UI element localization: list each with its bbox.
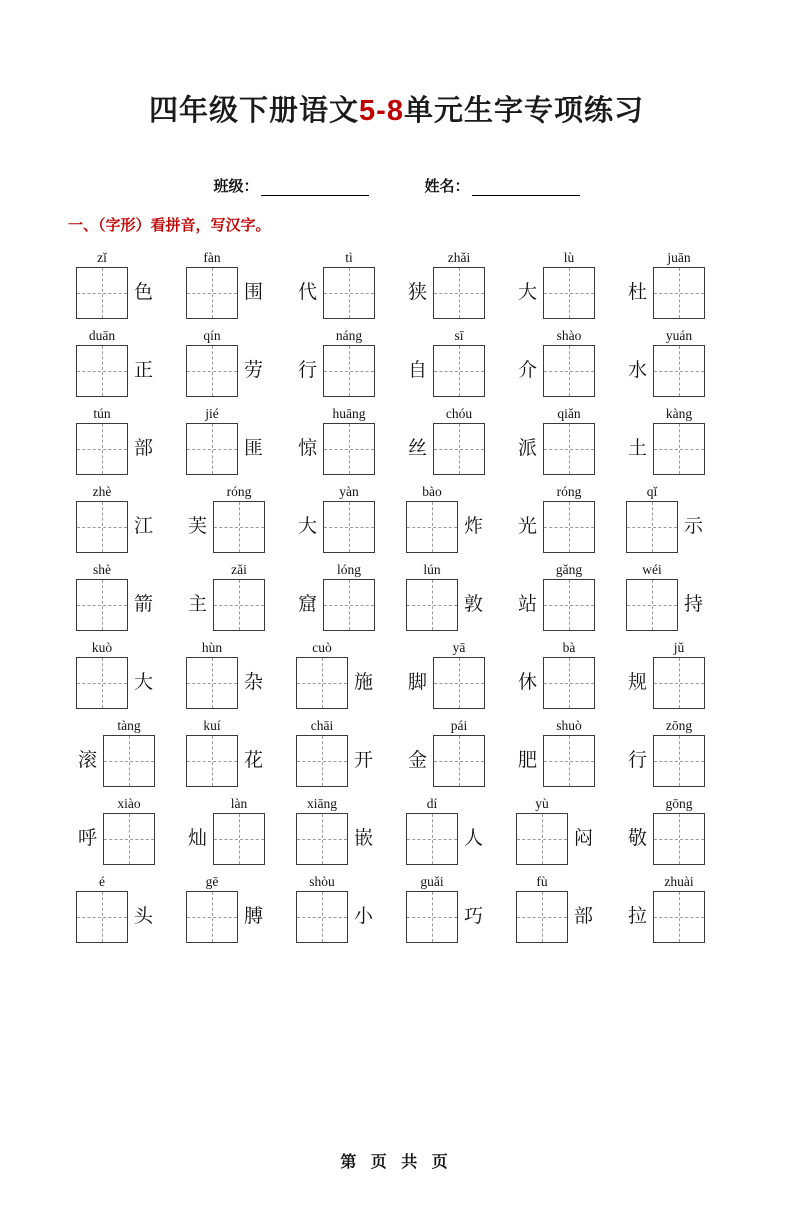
given-character-before: 狭 xyxy=(408,282,428,303)
character-item xyxy=(294,241,404,319)
tianzige-writing-box[interactable] xyxy=(543,345,595,397)
tianzige-writing-box[interactable] xyxy=(76,501,128,553)
pinyin-box-stack xyxy=(651,328,707,397)
tianzige-writing-box[interactable] xyxy=(76,423,128,475)
pinyin-label: qiǎn xyxy=(557,406,581,421)
given-character-before: 肥 xyxy=(518,750,538,771)
given-character-before: 派 xyxy=(518,438,538,459)
character-item xyxy=(404,709,514,787)
pinyin-box-stack xyxy=(74,406,130,475)
given-character-before: 灿 xyxy=(188,828,208,849)
character-item xyxy=(74,631,184,709)
given-character-before: 主 xyxy=(188,594,208,615)
given-character-after: 巧 xyxy=(464,906,484,927)
pinyin-label: shuò xyxy=(556,718,582,733)
pinyin-box-stack xyxy=(431,250,487,319)
tianzige-writing-box[interactable] xyxy=(186,423,238,475)
character-item xyxy=(624,709,734,787)
character-item xyxy=(74,475,184,553)
given-character-before: 行 xyxy=(298,360,318,381)
student-info-line xyxy=(0,175,793,196)
pinyin-box-stack xyxy=(431,406,487,475)
character-row xyxy=(74,397,737,475)
given-character-after: 示 xyxy=(684,516,704,537)
pinyin-box-stack xyxy=(651,718,707,787)
character-item xyxy=(404,319,514,397)
character-item xyxy=(624,553,734,631)
pinyin-label: hùn xyxy=(201,640,223,655)
character-item xyxy=(514,319,624,397)
character-item xyxy=(294,475,404,553)
pinyin-label: guǎi xyxy=(420,874,444,889)
pinyin-label: yā xyxy=(452,640,466,655)
pinyin-label: wéi xyxy=(642,562,662,577)
name-label: 姓名： xyxy=(424,178,470,195)
page-footer: 第 页 共 页 xyxy=(340,1154,453,1171)
given-character-after: 开 xyxy=(354,750,374,771)
character-item xyxy=(184,241,294,319)
given-character-before: 金 xyxy=(408,750,428,771)
pinyin-label: tì xyxy=(345,250,353,265)
pinyin-box-stack xyxy=(404,562,460,631)
pinyin-box-stack xyxy=(651,640,707,709)
pinyin-label: yàn xyxy=(339,484,359,499)
character-item xyxy=(184,865,294,943)
given-character-before: 滚 xyxy=(78,750,98,771)
pinyin-label: zōng xyxy=(665,718,693,733)
pinyin-box-stack xyxy=(541,718,597,787)
pinyin-box-stack xyxy=(404,484,460,553)
tianzige-writing-box[interactable] xyxy=(213,813,265,865)
pinyin-box-stack xyxy=(321,250,377,319)
tianzige-writing-box[interactable] xyxy=(76,267,128,319)
character-item xyxy=(74,787,184,865)
pinyin-label: zhè xyxy=(92,484,112,499)
given-character-before: 敬 xyxy=(628,828,648,849)
class-label: 班级： xyxy=(213,178,259,195)
pinyin-label: pái xyxy=(450,718,468,733)
character-item xyxy=(624,241,734,319)
tianzige-writing-box[interactable] xyxy=(653,345,705,397)
tianzige-writing-box[interactable] xyxy=(323,501,375,553)
character-row xyxy=(74,865,737,943)
character-row xyxy=(74,787,737,865)
character-item xyxy=(514,709,624,787)
character-item xyxy=(74,865,184,943)
character-item xyxy=(294,397,404,475)
pinyin-box-stack xyxy=(74,874,130,943)
character-item xyxy=(624,319,734,397)
pinyin-label: bà xyxy=(562,640,576,655)
pinyin-box-stack xyxy=(514,796,570,865)
pinyin-box-stack xyxy=(321,562,377,631)
tianzige-writing-box[interactable] xyxy=(76,579,128,631)
pinyin-box-stack xyxy=(541,562,597,631)
pinyin-box-stack xyxy=(294,640,350,709)
pinyin-box-stack xyxy=(431,328,487,397)
given-character-before: 自 xyxy=(408,360,428,381)
given-character-before: 休 xyxy=(518,672,538,693)
character-item xyxy=(514,787,624,865)
given-character-after: 部 xyxy=(574,906,594,927)
pinyin-label: chāi xyxy=(310,718,334,733)
given-character-after: 江 xyxy=(134,516,154,537)
pinyin-box-stack xyxy=(74,250,130,319)
given-character-before: 窟 xyxy=(298,594,318,615)
given-character-after: 色 xyxy=(134,282,154,303)
pinyin-label: xiào xyxy=(117,796,141,811)
character-item xyxy=(74,241,184,319)
pinyin-label: náng xyxy=(335,328,363,343)
pinyin-box-stack xyxy=(514,874,570,943)
given-character-before: 行 xyxy=(628,750,648,771)
pinyin-label: bào xyxy=(422,484,442,499)
pinyin-label: zǎi xyxy=(231,562,247,577)
pinyin-box-stack xyxy=(651,250,707,319)
given-character-after: 花 xyxy=(244,750,264,771)
pinyin-label: cuò xyxy=(312,640,332,655)
given-character-after: 正 xyxy=(134,360,154,381)
pinyin-label: kuò xyxy=(91,640,113,655)
title-prefix: 四年级下册语文 xyxy=(149,95,360,127)
character-item xyxy=(294,553,404,631)
character-item xyxy=(294,709,404,787)
pinyin-label: tàng xyxy=(117,718,141,733)
pinyin-label: huāng xyxy=(332,406,366,421)
tianzige-writing-box[interactable] xyxy=(323,345,375,397)
character-item xyxy=(514,397,624,475)
pinyin-box-stack xyxy=(651,406,707,475)
character-item xyxy=(404,553,514,631)
given-character-before: 光 xyxy=(518,516,538,537)
character-row xyxy=(74,709,737,787)
given-character-before: 代 xyxy=(298,282,318,303)
given-character-before: 脚 xyxy=(408,672,428,693)
tianzige-writing-box[interactable] xyxy=(76,345,128,397)
pinyin-label: qǐ xyxy=(646,484,658,499)
character-item xyxy=(404,787,514,865)
pinyin-label: jǔ xyxy=(673,640,685,655)
character-item xyxy=(184,709,294,787)
tianzige-writing-box[interactable] xyxy=(406,579,458,631)
pinyin-label: lún xyxy=(423,562,441,577)
tianzige-writing-box[interactable] xyxy=(76,657,128,709)
pinyin-box-stack xyxy=(74,640,130,709)
pinyin-box-stack xyxy=(294,718,350,787)
pinyin-label: duān xyxy=(88,328,116,343)
character-item xyxy=(74,397,184,475)
pinyin-box-stack xyxy=(541,328,597,397)
pinyin-box-stack xyxy=(321,484,377,553)
character-item xyxy=(74,709,184,787)
tianzige-writing-box[interactable] xyxy=(296,813,348,865)
character-item xyxy=(404,475,514,553)
name-blank[interactable] xyxy=(472,180,580,196)
pinyin-label: zhǎi xyxy=(447,250,471,265)
given-character-before: 规 xyxy=(628,672,648,693)
pinyin-box-stack xyxy=(624,484,680,553)
pinyin-label: dí xyxy=(426,796,438,811)
given-character-after: 膊 xyxy=(244,906,264,927)
pinyin-label: zǐ xyxy=(97,250,107,265)
tianzige-writing-box[interactable] xyxy=(516,813,568,865)
pinyin-box-stack xyxy=(651,796,707,865)
pinyin-label: shè xyxy=(93,562,111,577)
tianzige-writing-box[interactable] xyxy=(186,267,238,319)
character-item xyxy=(294,865,404,943)
pinyin-box-stack xyxy=(321,328,377,397)
given-character-after: 大 xyxy=(134,672,154,693)
given-character-after: 头 xyxy=(134,906,154,927)
tianzige-writing-box[interactable] xyxy=(213,501,265,553)
pinyin-box-stack xyxy=(184,328,240,397)
tianzige-writing-box[interactable] xyxy=(186,891,238,943)
given-character-after: 施 xyxy=(354,672,374,693)
pinyin-label: yù xyxy=(535,796,549,811)
pinyin-label: chóu xyxy=(445,406,473,421)
pinyin-box-stack xyxy=(404,796,460,865)
tianzige-writing-box[interactable] xyxy=(653,891,705,943)
tianzige-writing-box[interactable] xyxy=(323,267,375,319)
tianzige-writing-box[interactable] xyxy=(433,735,485,787)
character-item xyxy=(184,475,294,553)
tianzige-writing-box[interactable] xyxy=(433,657,485,709)
tianzige-writing-box[interactable] xyxy=(186,735,238,787)
pinyin-label: kuí xyxy=(203,718,221,733)
pinyin-label: gōng xyxy=(665,796,693,811)
tianzige-writing-box[interactable] xyxy=(543,423,595,475)
given-character-after: 嵌 xyxy=(354,828,374,849)
tianzige-writing-box[interactable] xyxy=(296,735,348,787)
pinyin-box-stack xyxy=(294,796,350,865)
pinyin-box-stack xyxy=(431,718,487,787)
pinyin-label: é xyxy=(99,874,105,889)
character-item xyxy=(184,319,294,397)
given-character-after: 敦 xyxy=(464,594,484,615)
pinyin-box-stack xyxy=(74,484,130,553)
tianzige-writing-box[interactable] xyxy=(296,657,348,709)
pinyin-label: làn xyxy=(230,796,248,811)
title-suffix: 单元生字专项练习 xyxy=(403,95,644,127)
tianzige-writing-box[interactable] xyxy=(543,579,595,631)
given-character-before: 站 xyxy=(518,594,538,615)
pinyin-box-stack xyxy=(101,796,157,865)
page-title xyxy=(0,88,793,129)
given-character-before: 水 xyxy=(628,360,648,381)
pinyin-box-stack xyxy=(541,250,597,319)
given-character-before: 大 xyxy=(518,282,538,303)
character-item xyxy=(514,865,624,943)
pinyin-box-stack xyxy=(651,874,707,943)
character-item xyxy=(514,475,624,553)
character-grid xyxy=(0,241,793,943)
pinyin-label: shào xyxy=(556,328,582,343)
tianzige-writing-box[interactable] xyxy=(323,423,375,475)
pinyin-box-stack xyxy=(211,562,267,631)
character-item xyxy=(184,397,294,475)
tianzige-writing-box[interactable] xyxy=(653,657,705,709)
tianzige-writing-box[interactable] xyxy=(653,813,705,865)
pinyin-label: gē xyxy=(205,874,219,889)
pinyin-label: shòu xyxy=(309,874,335,889)
pinyin-label: xiāng xyxy=(307,796,337,811)
pinyin-label: juān xyxy=(667,250,691,265)
pinyin-box-stack xyxy=(184,406,240,475)
character-item xyxy=(624,475,734,553)
given-character-before: 大 xyxy=(298,516,318,537)
name-field[interactable] xyxy=(425,175,580,196)
tianzige-writing-box[interactable] xyxy=(653,735,705,787)
character-item xyxy=(624,631,734,709)
character-row xyxy=(74,553,737,631)
pinyin-box-stack xyxy=(321,406,377,475)
pinyin-label: fù xyxy=(536,874,548,889)
title-highlight: 5-8 xyxy=(359,95,404,127)
character-item xyxy=(404,397,514,475)
pinyin-box-stack xyxy=(184,718,240,787)
tianzige-writing-box[interactable] xyxy=(406,813,458,865)
tianzige-writing-box[interactable] xyxy=(543,657,595,709)
given-character-before: 芙 xyxy=(188,516,208,537)
tianzige-writing-box[interactable] xyxy=(323,579,375,631)
given-character-after: 杂 xyxy=(244,672,264,693)
character-item xyxy=(294,631,404,709)
character-item xyxy=(184,553,294,631)
given-character-before: 惊 xyxy=(298,438,318,459)
character-item xyxy=(294,319,404,397)
given-character-before: 介 xyxy=(518,360,538,381)
tianzige-writing-box[interactable] xyxy=(103,735,155,787)
pinyin-box-stack xyxy=(74,562,130,631)
tianzige-writing-box[interactable] xyxy=(433,345,485,397)
class-field[interactable] xyxy=(213,175,368,196)
given-character-before: 丝 xyxy=(408,438,428,459)
tianzige-writing-box[interactable] xyxy=(103,813,155,865)
pinyin-label: yuán xyxy=(665,328,693,343)
given-character-after: 炸 xyxy=(464,516,484,537)
character-item xyxy=(514,631,624,709)
pinyin-label: lóng xyxy=(337,562,362,577)
pinyin-box-stack xyxy=(624,562,680,631)
tianzige-writing-box[interactable] xyxy=(433,267,485,319)
character-row xyxy=(74,475,737,553)
pinyin-label: kàng xyxy=(665,406,693,421)
character-item xyxy=(404,631,514,709)
character-item xyxy=(404,865,514,943)
pinyin-label: qín xyxy=(203,328,221,343)
character-row xyxy=(74,631,737,709)
pinyin-label: gǎng xyxy=(555,562,583,577)
given-character-before: 土 xyxy=(628,438,648,459)
character-item xyxy=(514,241,624,319)
given-character-after: 部 xyxy=(134,438,154,459)
pinyin-box-stack xyxy=(184,640,240,709)
pinyin-label: tún xyxy=(93,406,111,421)
character-item xyxy=(74,553,184,631)
tianzige-writing-box[interactable] xyxy=(516,891,568,943)
tianzige-writing-box[interactable] xyxy=(296,891,348,943)
pinyin-box-stack xyxy=(184,250,240,319)
given-character-after: 人 xyxy=(464,828,484,849)
given-character-after: 箭 xyxy=(134,594,154,615)
character-item xyxy=(404,241,514,319)
tianzige-writing-box[interactable] xyxy=(186,657,238,709)
pinyin-label: sī xyxy=(454,328,464,343)
given-character-before: 杜 xyxy=(628,282,648,303)
pinyin-label: róng xyxy=(226,484,252,499)
pinyin-box-stack xyxy=(74,328,130,397)
worksheet-page xyxy=(0,88,793,1210)
character-item xyxy=(624,865,734,943)
tianzige-writing-box[interactable] xyxy=(186,345,238,397)
pinyin-box-stack xyxy=(294,874,350,943)
tianzige-writing-box[interactable] xyxy=(76,891,128,943)
tianzige-writing-box[interactable] xyxy=(406,501,458,553)
tianzige-writing-box[interactable] xyxy=(213,579,265,631)
tianzige-writing-box[interactable] xyxy=(543,501,595,553)
character-item xyxy=(624,397,734,475)
character-item xyxy=(74,319,184,397)
given-character-after: 劳 xyxy=(244,360,264,381)
given-character-after: 闷 xyxy=(574,828,594,849)
character-item xyxy=(184,631,294,709)
section-heading: 一、（字形）看拼音，写汉字。 xyxy=(68,217,271,234)
pinyin-box-stack xyxy=(211,484,267,553)
given-character-after: 匪 xyxy=(244,438,264,459)
character-row xyxy=(74,241,737,319)
tianzige-writing-box[interactable] xyxy=(653,267,705,319)
tianzige-writing-box[interactable] xyxy=(626,579,678,631)
character-row xyxy=(74,319,737,397)
character-item xyxy=(624,787,734,865)
given-character-after: 小 xyxy=(354,906,374,927)
given-character-after: 持 xyxy=(684,594,704,615)
character-item xyxy=(514,553,624,631)
pinyin-label: fàn xyxy=(203,250,221,265)
pinyin-box-stack xyxy=(184,874,240,943)
pinyin-box-stack xyxy=(541,484,597,553)
character-item xyxy=(184,787,294,865)
tianzige-writing-box[interactable] xyxy=(626,501,678,553)
pinyin-box-stack xyxy=(101,718,157,787)
tianzige-writing-box[interactable] xyxy=(653,423,705,475)
character-item xyxy=(294,787,404,865)
given-character-before: 拉 xyxy=(628,906,648,927)
tianzige-writing-box[interactable] xyxy=(406,891,458,943)
pinyin-label: lù xyxy=(563,250,575,265)
given-character-before: 呼 xyxy=(78,828,98,849)
tianzige-writing-box[interactable] xyxy=(543,735,595,787)
pinyin-label: róng xyxy=(556,484,582,499)
pinyin-box-stack xyxy=(211,796,267,865)
tianzige-writing-box[interactable] xyxy=(433,423,485,475)
given-character-after: 围 xyxy=(244,282,264,303)
class-blank[interactable] xyxy=(261,180,369,196)
pinyin-box-stack xyxy=(541,406,597,475)
pinyin-box-stack xyxy=(431,640,487,709)
pinyin-box-stack xyxy=(404,874,460,943)
pinyin-label: zhuài xyxy=(664,874,694,889)
tianzige-writing-box[interactable] xyxy=(543,267,595,319)
pinyin-box-stack xyxy=(541,640,597,709)
pinyin-label: jié xyxy=(205,406,219,421)
